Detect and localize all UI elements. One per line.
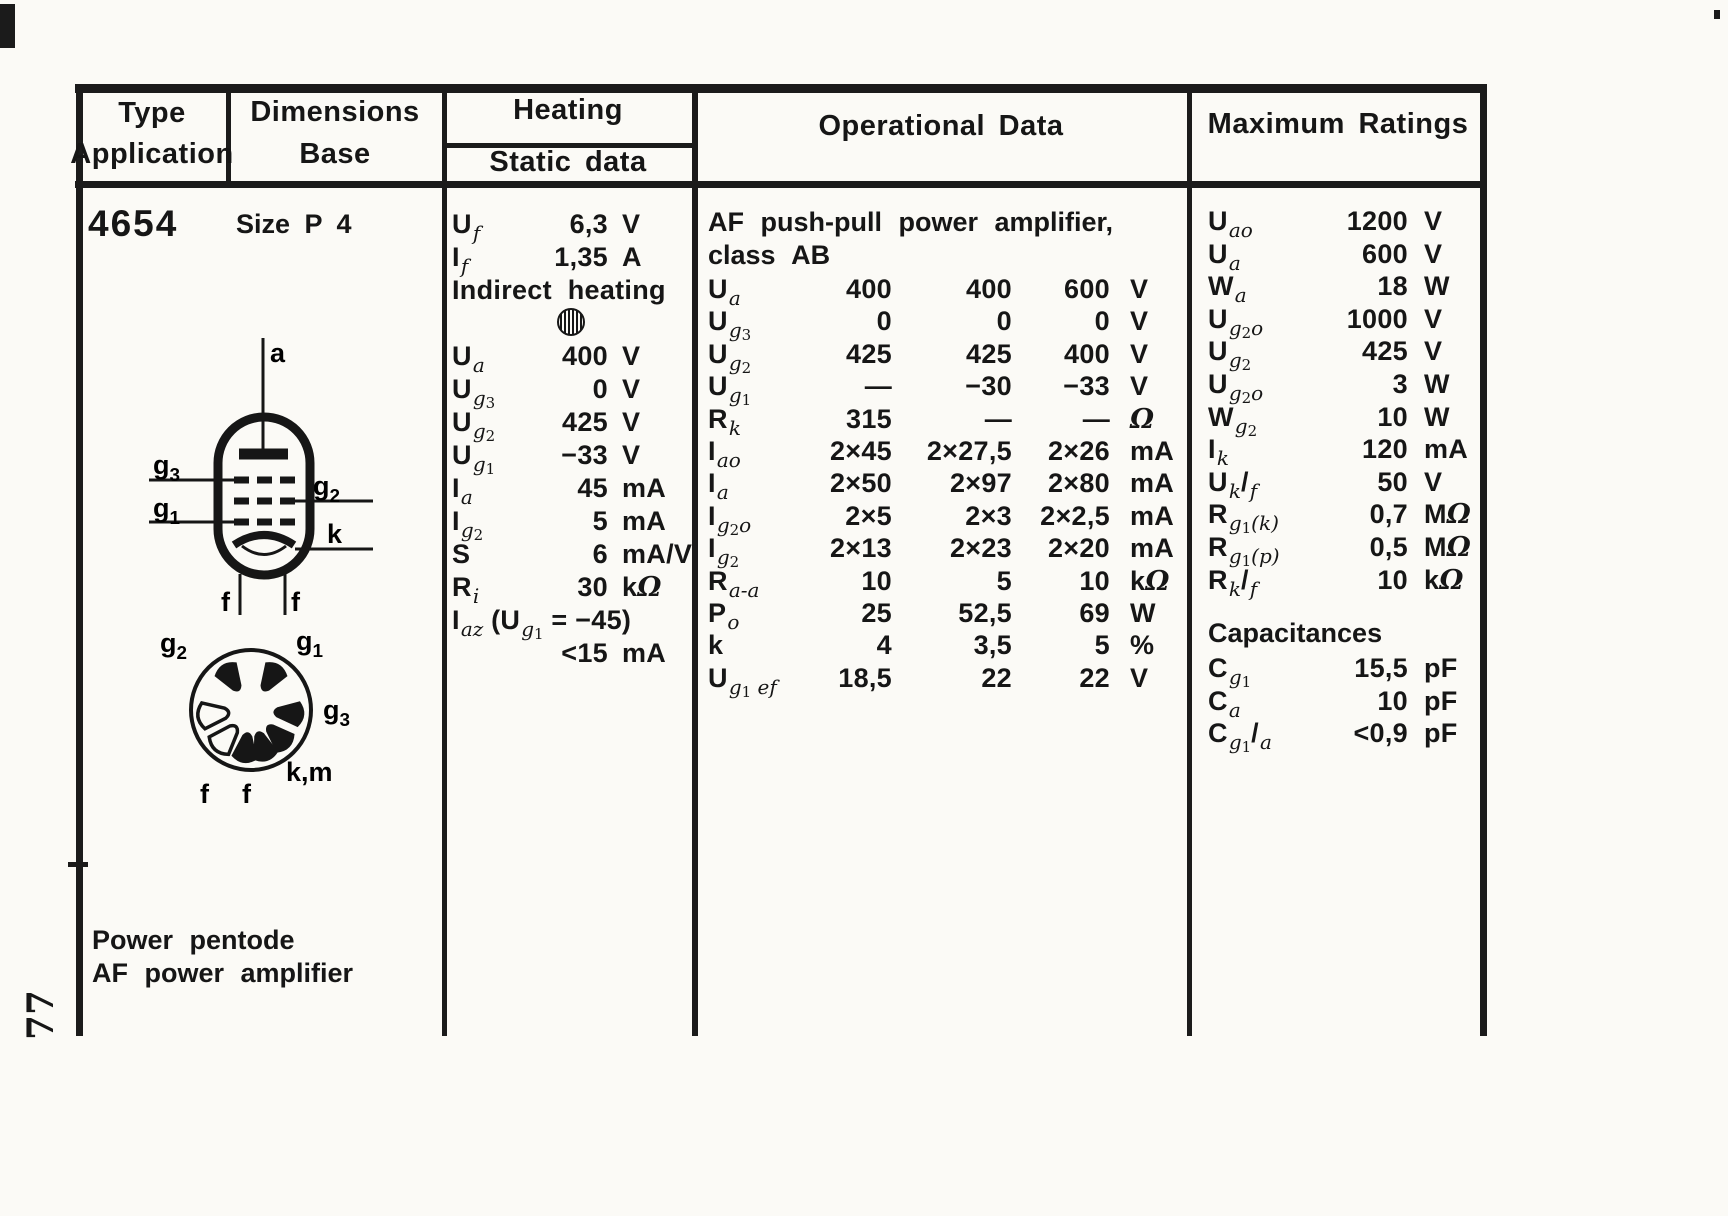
row-label: $I_{ao}$: [708, 435, 741, 472]
capacitances-rows: [1208, 652, 1470, 757]
table-row: [1208, 717, 1470, 757]
row-value: 2×26: [1047, 435, 1110, 466]
table-row: [1208, 205, 1470, 242]
table-border-left: [76, 84, 83, 1036]
row-value: 10: [1079, 565, 1110, 596]
row-unit: mA: [1130, 468, 1175, 499]
row-value: 2×45: [829, 435, 892, 466]
table-row: [452, 340, 690, 377]
row-unit: W: [1424, 368, 1450, 399]
row-value: 1,35: [554, 242, 608, 272]
row-unit: V: [1424, 238, 1443, 269]
row-value: <0,9: [1353, 718, 1408, 749]
row-value: 600: [1064, 274, 1110, 304]
row-unit: V: [622, 341, 641, 371]
table-row: [708, 532, 1185, 572]
row-unit: Ω: [1130, 403, 1155, 435]
row-value: 10: [1377, 564, 1408, 595]
row-value: 0: [592, 374, 608, 404]
row-value: −33: [561, 440, 608, 470]
table-row: [1208, 270, 1470, 308]
row-unit: V: [1130, 371, 1149, 402]
row-label: $C_{g1}/_a$: [1208, 718, 1272, 757]
base-pins: [196, 658, 305, 765]
row-value: 22: [1079, 662, 1110, 693]
row-value: 10: [1377, 401, 1408, 432]
row-unit: V: [1424, 336, 1443, 367]
row-unit: mA/V: [622, 539, 693, 569]
row-value: 5: [996, 565, 1012, 596]
row-label: $U_k/_f$: [1208, 466, 1258, 503]
row-value: 425: [562, 407, 608, 437]
row-unit: mA: [622, 473, 667, 503]
row-value: 425: [846, 338, 892, 369]
row-unit: [657, 604, 690, 637]
row-value: 5: [592, 506, 608, 536]
schematic-label-g2: $g_2$: [313, 471, 341, 507]
row-label: $I_{az}$ $(U_{g1} = -45)$: [452, 605, 632, 643]
table-row: [708, 597, 1185, 634]
table-row: [1208, 238, 1470, 275]
base-pinout-diagram: [140, 622, 375, 822]
row-value: <15: [561, 638, 608, 668]
table-row: [708, 435, 1185, 472]
row-label: $U_a$: [708, 274, 741, 310]
row-value: −33: [1063, 371, 1110, 402]
row-value: 0,5: [1369, 531, 1408, 562]
row-value: 15,5: [1354, 653, 1408, 683]
row-unit: mA: [622, 638, 667, 668]
row-label: $R_{g1(k)}$: [1208, 499, 1279, 538]
table-row: [708, 500, 1185, 539]
base-label-km: k,m: [286, 757, 333, 787]
row-value: 2×97: [949, 468, 1012, 499]
row-unit: V: [622, 407, 641, 437]
table-row: [708, 305, 1185, 345]
page-number: 77: [20, 989, 62, 1040]
col-divider-operational-maximum: [1187, 84, 1192, 1036]
header-operational-data: Operational Data: [818, 110, 1064, 142]
row-value: 0: [1094, 306, 1110, 337]
row-value: —: [984, 403, 1012, 434]
table-row: [708, 338, 1185, 377]
row-value: 400: [846, 274, 892, 304]
row-label: $U_{g1}$: [708, 371, 752, 410]
row-value: 3,5: [973, 630, 1012, 661]
row-unit: A: [622, 242, 642, 272]
operational-title-line-1: AF push-pull power amplifier,: [708, 207, 1114, 237]
row-value: 0: [996, 306, 1012, 337]
tube-schematic-diagram: [145, 330, 375, 630]
table-row: [452, 208, 690, 245]
hatched-circle-symbol: [556, 307, 586, 337]
row-unit: V: [1130, 306, 1149, 337]
row-unit: mA: [1424, 434, 1469, 465]
row-unit: W: [1130, 597, 1156, 628]
schematic-label-f-left: f: [221, 587, 230, 617]
header-bottom-rule: [75, 181, 1487, 188]
table-row: [452, 373, 690, 412]
row-label: $U_{g2o}$: [1208, 368, 1264, 407]
col-divider-heating-operational: [692, 84, 698, 1036]
header-application: Application: [70, 138, 234, 170]
table-border-top: [75, 84, 1487, 93]
row-value: 2×3: [965, 500, 1012, 531]
row-label: $U_{g2}$: [1208, 336, 1252, 375]
row-label: $I_a$: [452, 473, 473, 509]
base-label-g3: $g_3$: [323, 695, 351, 731]
row-unit: V: [622, 209, 641, 239]
scan-artifact: [0, 4, 15, 48]
row-label: $U_{g3}$: [708, 306, 752, 345]
row-label: $C_{g1}$: [1208, 653, 1252, 691]
row-value: 10: [861, 565, 892, 596]
row-label: $U_{g2}$: [452, 407, 496, 445]
table-row: [452, 307, 690, 340]
row-value: [631, 604, 657, 637]
row-label: $R_k/_f$: [1208, 564, 1258, 601]
row-label: $U_{g2}$: [708, 338, 752, 377]
tube-model: 4654: [88, 203, 179, 244]
row-value: 2×27,5: [926, 435, 1012, 466]
schematic-label-f-right: f: [291, 587, 300, 617]
row-unit: V: [1130, 662, 1149, 693]
row-label: $R_k$: [708, 403, 741, 440]
row-unit: pF: [1424, 718, 1458, 749]
table-border-right: [1480, 84, 1487, 1036]
row-value: 25: [861, 597, 892, 628]
row-value: 10: [1377, 685, 1408, 716]
row-label: $U_a$: [452, 341, 485, 377]
table-row: [452, 241, 690, 278]
schematic-label-k: k: [327, 519, 343, 549]
table-row: [452, 604, 690, 643]
header-base: Base: [299, 138, 371, 170]
table-row: [708, 273, 1185, 310]
base-label-g1: $g_1$: [296, 626, 324, 662]
base-label-g2: $g_2$: [160, 628, 188, 664]
row-value: 1000: [1346, 303, 1408, 334]
row-value: 50: [1377, 466, 1408, 497]
row-value: 30: [577, 572, 608, 602]
row-unit: V: [1424, 206, 1443, 236]
row-unit: mA: [1130, 533, 1175, 564]
header-maximum-ratings: Maximum Ratings: [1207, 108, 1469, 140]
row-value: 400: [562, 341, 608, 371]
row-unit: pF: [1424, 685, 1458, 716]
row-unit: %: [1130, 630, 1155, 661]
row-value: 425: [1362, 336, 1408, 367]
row-value: —: [864, 371, 892, 402]
row-value: 22: [981, 662, 1012, 693]
static-data-rows: [452, 208, 693, 670]
header-static-data: Static data: [489, 146, 647, 178]
table-row: [452, 538, 693, 571]
header-type: Type: [118, 97, 186, 129]
row-unit: mA: [1130, 435, 1175, 466]
row-label: $U_{g1}$: [452, 440, 496, 478]
table-row: [708, 403, 1185, 440]
row-unit: W: [1424, 271, 1450, 302]
row-value: 2×5: [845, 500, 892, 531]
row-unit: V: [622, 374, 641, 404]
row-value: 52,5: [958, 597, 1012, 628]
table-row: [708, 565, 1185, 602]
row-label: $P_o$: [708, 597, 740, 634]
row-label: $W_{g2}$: [1208, 401, 1258, 440]
row-value: 425: [966, 338, 1012, 369]
row-value: 6: [592, 539, 608, 569]
row-value: 120: [1362, 434, 1408, 465]
maximum-ratings-rows: [1208, 205, 1472, 601]
row-value: 18: [1377, 271, 1408, 302]
tube-size: Size P 4: [236, 209, 352, 239]
row-label: $C_a$: [1208, 685, 1241, 722]
row-unit: kΩ: [1130, 565, 1170, 597]
row-text: Indirect heating: [452, 275, 666, 305]
row-label: $I_f$: [452, 242, 469, 278]
row-label: $I_{g2o}$: [708, 500, 752, 539]
base-label-f2: f: [242, 779, 251, 809]
row-value: —: [1082, 403, 1110, 434]
row-label: k: [708, 630, 724, 661]
table-row: [452, 571, 690, 608]
row-unit: pF: [1424, 653, 1458, 683]
capacitances-title: Capacitances: [1208, 618, 1383, 648]
left-border-tick: [68, 862, 88, 867]
row-unit: mA: [1130, 500, 1175, 531]
row-value: −30: [965, 371, 1012, 402]
schematic-label-anode: a: [270, 338, 286, 368]
col-divider-dimensions-heating: [442, 84, 447, 1036]
table-row: [452, 274, 690, 307]
row-label: [452, 637, 513, 670]
row-value: 0: [876, 306, 892, 337]
row-label: $I_{g2}$: [452, 506, 484, 544]
row-unit: W: [1424, 401, 1450, 432]
row-value: 2×2,5: [1040, 500, 1110, 531]
row-value: 69: [1079, 597, 1110, 628]
header-dimensions: Dimensions: [250, 96, 420, 128]
row-value: 2×13: [829, 533, 892, 564]
table-row: [1208, 466, 1470, 503]
scan-artifact: [1714, 10, 1720, 19]
row-unit: MΩ: [1424, 499, 1472, 531]
row-unit: V: [1130, 274, 1149, 304]
row-label: $U_{g3}$: [452, 374, 496, 412]
row-value: 600: [1362, 238, 1408, 269]
schematic-label-g1: $g_1$: [153, 493, 181, 529]
row-label: $I_k$: [1208, 434, 1229, 471]
row-unit: V: [1424, 466, 1443, 497]
row-value: 1200: [1346, 206, 1408, 236]
table-row: [1208, 498, 1472, 538]
row-value: 400: [1064, 338, 1110, 369]
row-label: $U_f$: [452, 209, 481, 245]
header-heating: Heating: [513, 94, 623, 126]
schematic-label-g3: $g_3$: [153, 450, 181, 486]
base-label-f1: f: [200, 779, 209, 809]
row-label: $I_a$: [708, 468, 729, 505]
row-label: $R_{a-a}$: [708, 565, 760, 602]
application-line-2: AF power amplifier: [92, 958, 354, 988]
row-value: 0,7: [1369, 499, 1408, 530]
table-row: [708, 629, 1185, 661]
table-row: [708, 467, 1185, 505]
row-label: $R_i$: [452, 572, 480, 608]
row-label: $U_{ao}$: [1208, 206, 1253, 242]
operational-title-line-2: class AB: [708, 240, 831, 270]
row-label: $R_{g1(p)}$: [1208, 531, 1280, 570]
row-value: 18,5: [838, 662, 892, 693]
row-label: $U_a$: [1208, 238, 1241, 275]
col-divider-type-dimensions: [226, 84, 231, 188]
row-value: 45: [577, 473, 608, 503]
row-label: $I_{g2}$: [708, 533, 740, 572]
table-row: [1208, 303, 1470, 342]
row-value: 400: [966, 274, 1012, 304]
row-value: 315: [846, 403, 892, 434]
row-value: 2×50: [829, 468, 892, 499]
table-row: [708, 662, 1185, 701]
operational-data-rows: [708, 273, 1185, 701]
row-unit: kΩ: [622, 572, 662, 603]
row-value: 2×80: [1047, 468, 1110, 499]
row-value: 5: [1094, 630, 1110, 661]
row-label: $W_a$: [1208, 271, 1247, 308]
row-value: 2×20: [1047, 533, 1110, 564]
table-row: [708, 370, 1185, 410]
row-value: 4: [876, 630, 892, 661]
row-label: $U_{g1 ef}$: [708, 662, 777, 701]
row-unit: mA: [622, 506, 667, 536]
table-row: [452, 637, 690, 670]
row-value: 6,3: [569, 209, 608, 239]
row-value: 2×23: [949, 533, 1012, 564]
row-unit: kΩ: [1424, 564, 1464, 596]
row-unit: V: [1130, 338, 1149, 369]
row-label: $U_{g2o}$: [1208, 303, 1264, 342]
row-unit: V: [1424, 303, 1443, 334]
row-value: 3: [1392, 368, 1408, 399]
row-unit: MΩ: [1424, 531, 1472, 563]
application-line-1: Power pentode: [92, 925, 295, 955]
row-label: S: [452, 539, 471, 569]
row-unit: V: [622, 440, 641, 470]
table-row: [452, 505, 690, 544]
table-row: [1208, 652, 1470, 691]
